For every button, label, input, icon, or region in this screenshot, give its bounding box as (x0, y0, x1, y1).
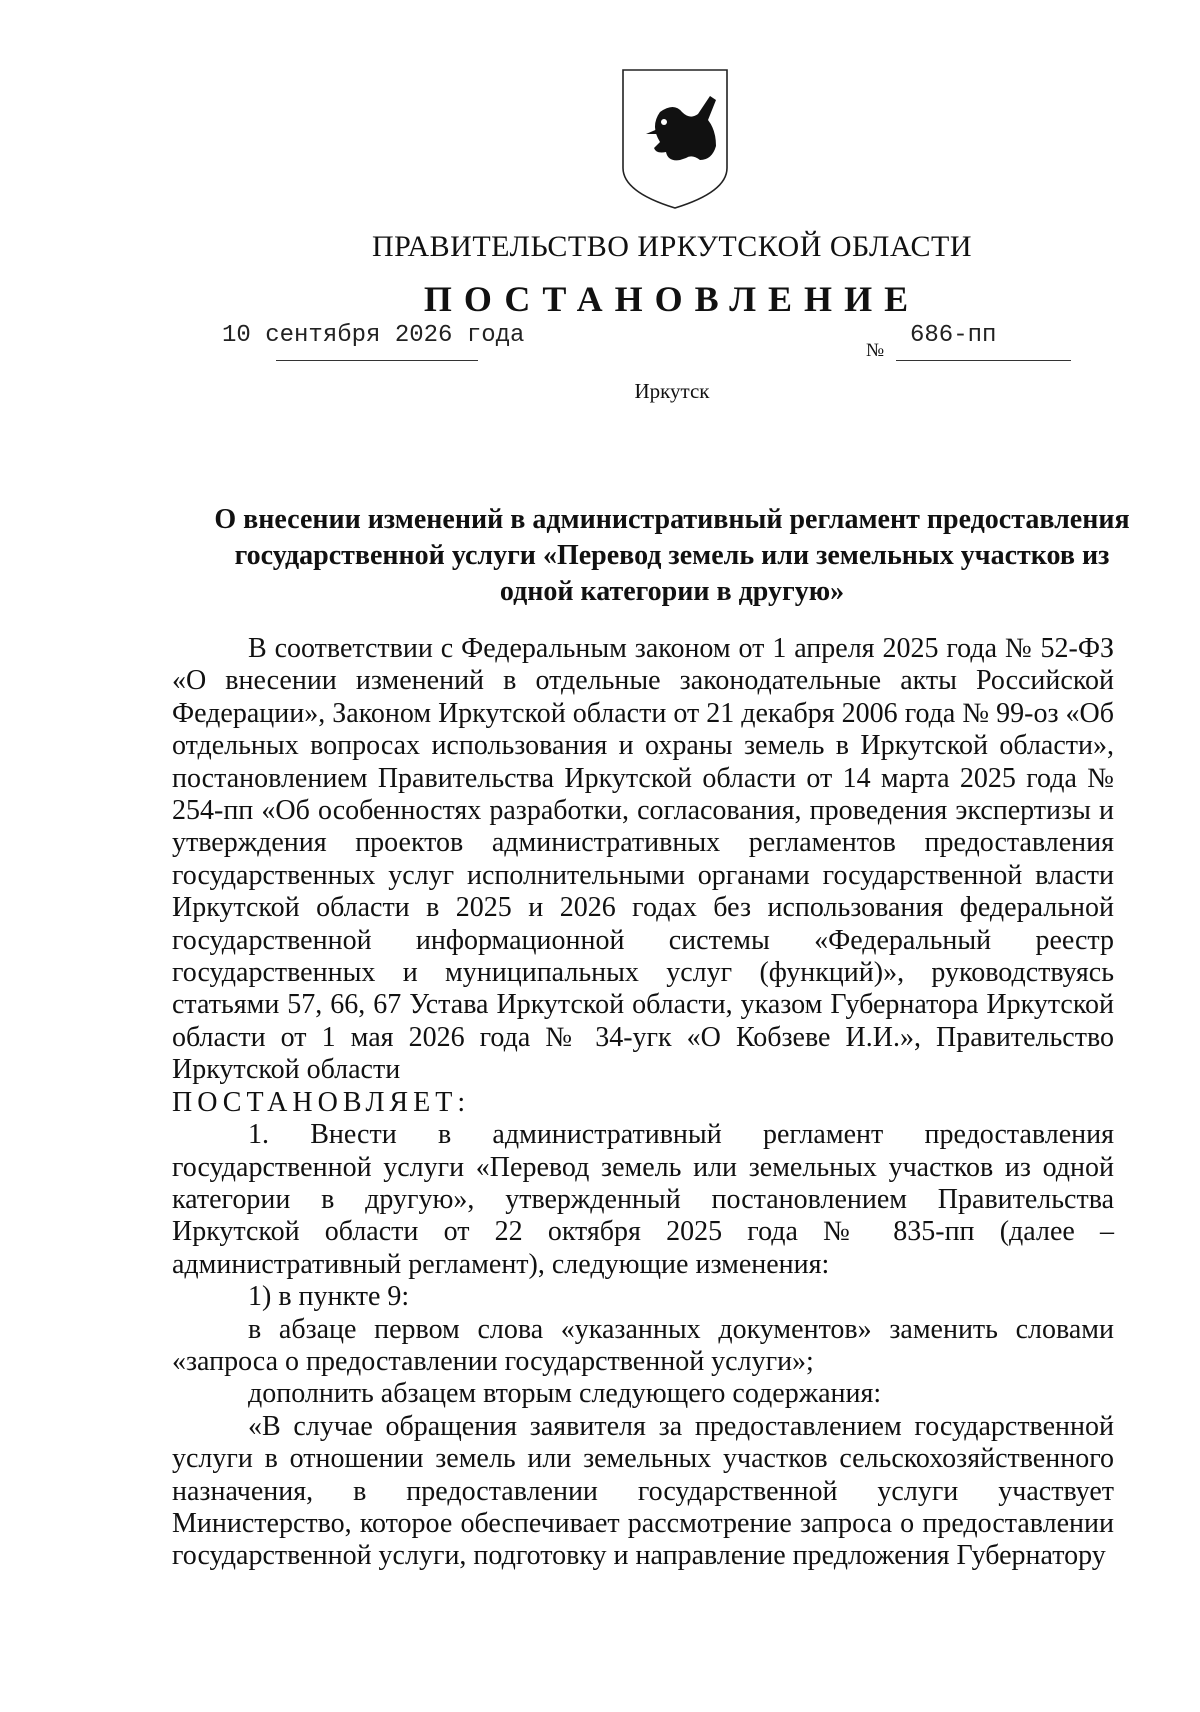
item-1-paragraph: 1. Внести в административный регламент предоставления государственной услуги «Перевод земель или земельных участков из одной категории в другую», утвержденный постановлением Правительства Иркутской области от 22 октября 2025 года № 835-пп (далее – административный регламент), следующие изменения: (172, 1119, 1114, 1280)
government-title: ПРАВИТЕЛЬСТВО ИРКУТСКОЙ ОБЛАСТИ (371, 230, 973, 263)
sub-item-1-paragraph: 1) в пункте 9: (248, 1281, 410, 1313)
document-date: 10 сентября 2026 года (222, 322, 525, 349)
document-body (172, 633, 1114, 1573)
coat-of-arms-icon (620, 68, 730, 210)
decree-word: ПОСТАНОВЛЯЕТ: (172, 1086, 471, 1118)
document-heading (170, 502, 1174, 610)
quoted-amendment-paragraph: «В случае обращения заявителя за предоставлением государственной услуги в отношении земель или земельных участков сельскохозяйственного назначения, в предоставлении государственной услуги участвует Министерство, которое обеспечивает рассмотрение запроса о предоставлении государственной услуги, подготовку и направление предложения Губернатору (172, 1410, 1114, 1572)
number-underline (896, 360, 1071, 361)
date-underline (276, 360, 478, 361)
heading-line: одной категории в другую» (499, 576, 845, 607)
document-type-title: ПОСТАНОВЛЕНИЕ (423, 279, 921, 319)
number-sign: № (866, 340, 885, 361)
document-number: 686-пп (910, 322, 997, 349)
amendment-paragraph: дополнить абзацем вторым следующего содержания: (248, 1378, 882, 1410)
city-name: Иркутск (634, 379, 710, 403)
heading-line: государственной услуги «Перевод земель или земельных участков из (234, 540, 1110, 571)
preamble-paragraph: В соответствии с Федеральным законом от 1 апреля 2025 года № 52-ФЗ «О внесении изменений в отдельные законодательные акты Российской Федерации», Законом Иркутской области от 21 декабря 2006 года № 99-оз «Об отдельных вопросах использования и охраны земель в Иркутской области», постановлением Правительства Иркутской области от 14 марта 2025 года № 254-пп «Об особенностях разработки, согласования, проведения экспертизы и утверждения проектов административных регламентов предоставления государственных услуг исполнительными органами государственной власти Иркутской области в 2025 и 2026 годах без использования федеральной государственной информационной системы «Федеральный реестр государственных и муниципальных услуг (функций)», руководствуясь статьями 57, 66, 67 Устава Иркутской области, указом Губернатора Иркутской области от 1 мая 2026 года № 34-угк «О Кобзеве И.И.», Правительство Иркутской области (172, 633, 1114, 1086)
amendment-paragraph: в абзаце первом слова «указанных документов» заменить словами «запроса о предоставлении государственной услуги»; (172, 1313, 1114, 1377)
heading-line: О внесении изменений в административный регламент предоставления (214, 504, 1130, 535)
